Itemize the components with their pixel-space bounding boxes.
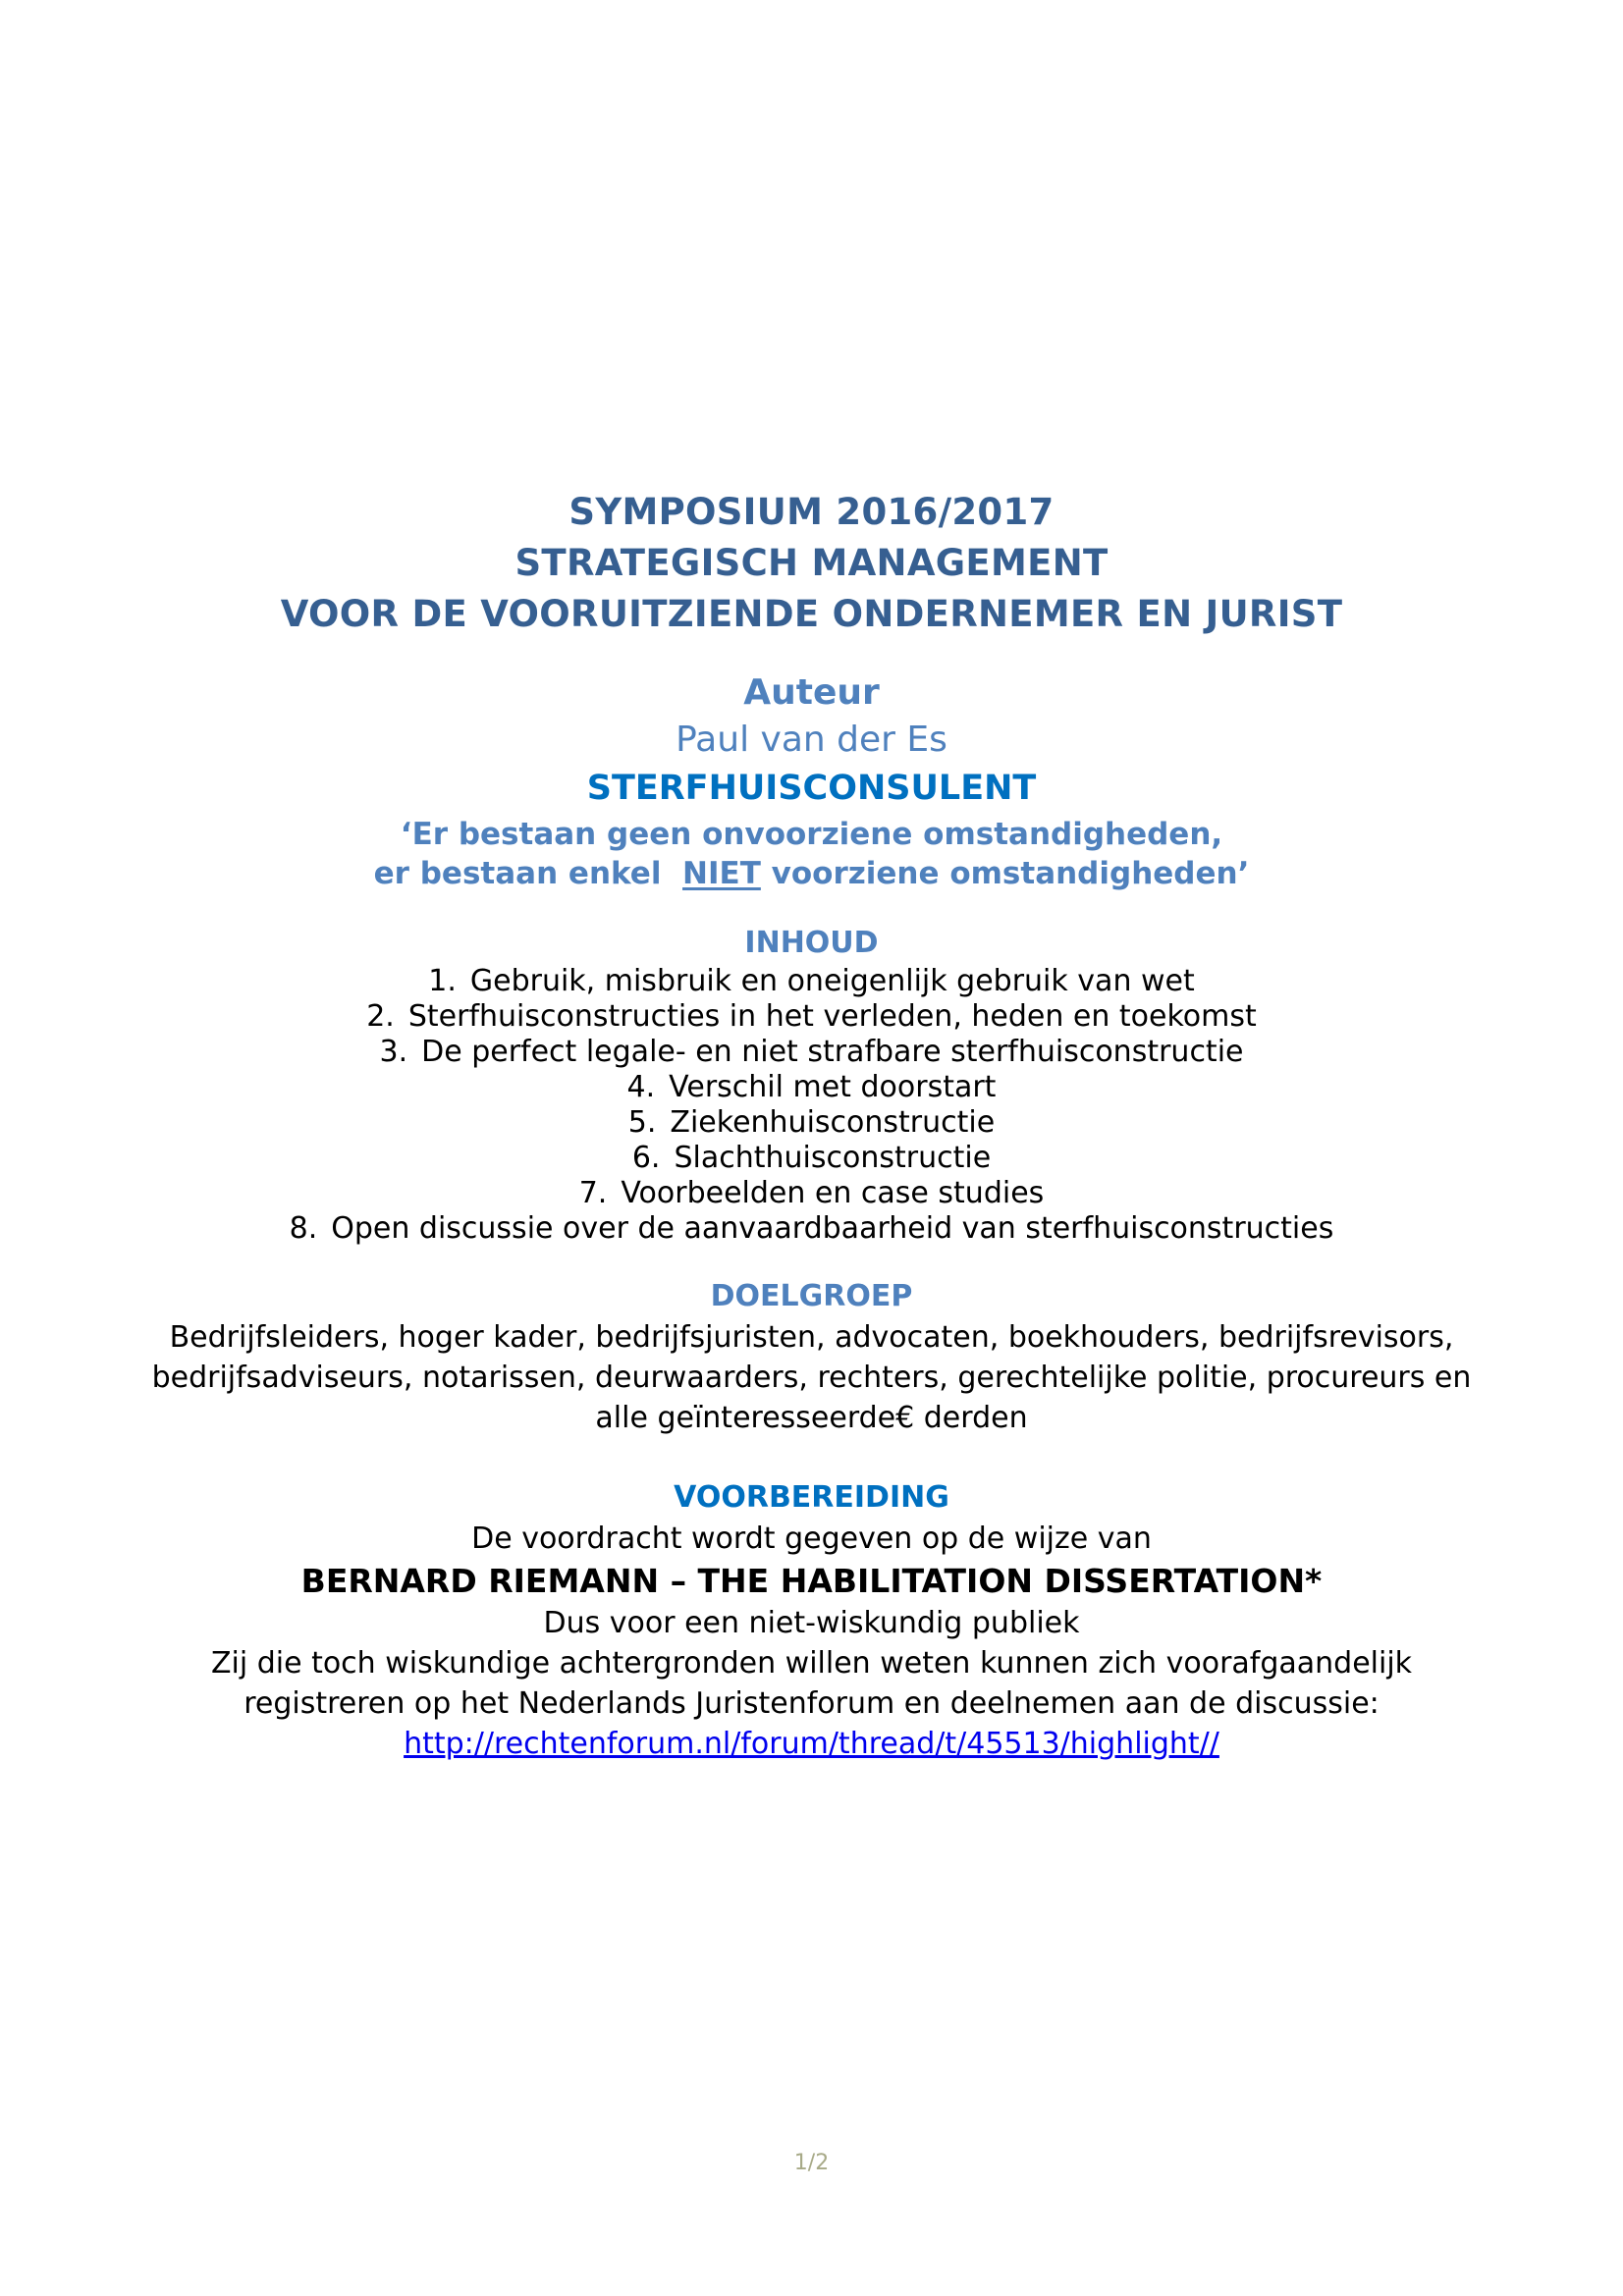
voorbereiding-emphasis: BERNARD RIEMANN – THE HABILITATION DISSERTATION* [300, 1562, 1323, 1600]
title-line-2: STRATEGISCH MANAGEMENT [514, 542, 1109, 584]
list-item-number: 2. [366, 999, 395, 1034]
list-item-text: Sterfhuisconstructies in het verleden, heden en toekomst [407, 999, 1257, 1034]
list-item-number: 6. [631, 1141, 661, 1175]
list-item [0, 964, 1623, 998]
list-item-number: 8. [289, 1211, 318, 1246]
doelgroep-line-3: alle geïnteresseerde€ derden [595, 1401, 1028, 1435]
list-item-number: 1. [428, 964, 457, 998]
quote-line-2 [0, 856, 1623, 891]
list-item-number: 3. [379, 1035, 408, 1069]
quote-line-1: ‘Er bestaan geen onvoorziene omstandigheden, [400, 817, 1223, 852]
list-item-text: Open discussie over de aanvaardbaarheid van sterfhuisconstructies [331, 1211, 1334, 1246]
doelgroep-heading: DOELGROEP [710, 1279, 913, 1313]
title-line-1: SYMPOSIUM 2016/2017 [568, 491, 1055, 533]
voorbereiding-heading: VOORBEREIDING [674, 1480, 949, 1515]
forum-link-line [0, 1727, 1623, 1761]
list-item-text: De perfect legale- en niet strafbare sterfhuisconstructie [421, 1035, 1244, 1069]
list-item [0, 1070, 1623, 1104]
voorbereiding-audience: Dus voor een niet-wiskundig publiek [543, 1606, 1080, 1640]
list-item-number: 5. [627, 1105, 657, 1140]
list-item [0, 1105, 1623, 1140]
doelgroep-line-1: Bedrijfsleiders, hoger kader, bedrijfsjuristen, advocaten, boekhouders, bedrijfsrevisors, [169, 1320, 1454, 1355]
list-item [0, 1211, 1623, 1246]
voorbereiding-intro: De voordracht wordt gegeven op de wijze van [471, 1522, 1152, 1556]
list-item-text: Gebruik, misbruik en oneigenlijk gebruik van wet [469, 964, 1195, 998]
list-item [0, 999, 1623, 1034]
title-line-3: VOOR DE VOORUITZIENDE ONDERNEMER EN JURIST [280, 593, 1343, 635]
voorbereiding-line-1: Zij die toch wiskundige achtergronden willen weten kunnen zich voorafgaandelijk [210, 1646, 1413, 1681]
page-number: 1/2 [793, 2151, 830, 2175]
quote-line-2-before: er bestaan enkel [373, 856, 683, 891]
list-item-text: Slachthuisconstructie [674, 1141, 992, 1175]
voorbereiding-line-2: registreren op het Nederlands Juristenforum en deelnemen aan de discussie: [243, 1686, 1380, 1721]
doelgroep-line-2: bedrijfsadviseurs, notarissen, deurwaarders, rechters, gerechtelijke politie, procureurs en [151, 1361, 1472, 1395]
list-item-number: 7. [578, 1176, 608, 1210]
forum-link[interactable]: http://rechtenforum.nl/forum/thread/t/45513/highlight// [404, 1727, 1219, 1761]
quote-emphasis-niet: NIET [682, 856, 761, 891]
author-role: STERFHUISCONSULENT [586, 769, 1037, 808]
author-label: Auteur [743, 672, 880, 713]
author-name: Paul van der Es [676, 720, 947, 760]
list-item-text: Verschil met doorstart [669, 1070, 997, 1104]
list-item-number: 4. [626, 1070, 656, 1104]
inhoud-heading: INHOUD [744, 926, 879, 960]
list-item [0, 1176, 1623, 1210]
list-item-text: Voorbeelden en case studies [621, 1176, 1045, 1210]
list-item [0, 1035, 1623, 1069]
list-item [0, 1141, 1623, 1175]
quote-line-2-after: voorziene omstandigheden’ [760, 856, 1250, 891]
list-item-text: Ziekenhuisconstructie [670, 1105, 996, 1140]
